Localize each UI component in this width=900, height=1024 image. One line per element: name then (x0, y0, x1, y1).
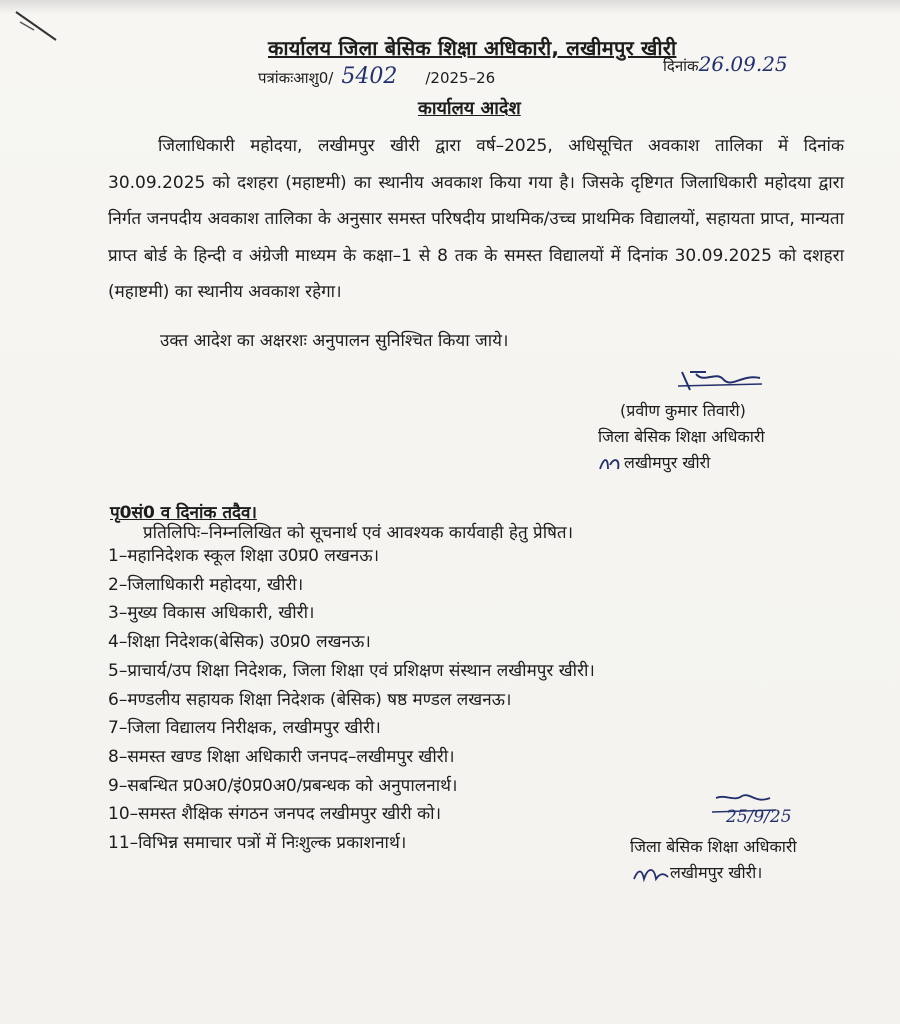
officer-location: लखीमपुर खीरी (624, 453, 711, 472)
scan-shadow (0, 0, 900, 14)
letter-prefix: पत्रांकःआशु0/ (258, 69, 334, 87)
list-item: 1–महानिदेशक स्कूल शिक्षा उ0प्र0 लखनऊ। (108, 546, 380, 566)
letter-number: 5402 (341, 64, 398, 89)
order-paragraph: जिलाधिकारी महोदया, लखीमपुर खीरी द्वारा वर्ष–2025, अधिसूचित अवकाश तालिका में दिनांक 30.09.2025 को दशहरा (महाष्टमी) का स्थानीय अवकाश किया गया है। जिसके दृष्टिगत जिलाधिकारी महोदया द्वारा निर्गत जनपदीय अवकाश तालिका के अनुसार समस्त परिषदीय प्राथमिक/उच्च प्राथमिक विद्यालयों, सहायता प्राप्त, मान्यता प्राप्त बोर्ड के हिन्दी व अंग्रेजी माध्यम के कक्षा–1 से 8 तक के समस्त विद्यालयों में दिनांक 30.09.2025 को दशहरा (महाष्टमी) का स्थानीय अवकाश रहेगा। (108, 136, 844, 302)
list-item: 2–जिलाधिकारी महोदया, खीरी। (108, 574, 304, 595)
signature-date-mark (712, 792, 842, 830)
signature-block-1 (598, 398, 765, 476)
list-item: 4–शिक्षा निदेशक(बेसिक) उ0प्र0 लखनऊ। (108, 632, 371, 653)
signature-block-2 (630, 834, 797, 886)
order-heading: कार्यालय आदेश (418, 98, 521, 119)
officer-location-2: लखीमपुर खीरी। (670, 863, 763, 882)
list-item: 7–जिला विद्यालय निरीक्षक, लखीमपुर खीरी। (108, 718, 381, 739)
officer-location-line-2 (630, 860, 797, 886)
list-item: 10–समस्त शैक्षिक संगठन जनपद लखीमपुर खीरी को। (108, 804, 442, 825)
date-value: 26.09.25 (698, 52, 788, 76)
signature-scribble (676, 364, 766, 394)
recipient-list (108, 542, 595, 858)
initials-scribble (598, 455, 624, 473)
signature-date: 25/9/25 (726, 807, 792, 826)
copy-intro: प्रतिलिपिः–निम्नलिखित को सूचनार्थ एवं आवश्यक कार्यवाही हेतु प्रेषित। (143, 523, 574, 543)
office-title: कार्यालय जिला बेसिक शिक्षा अधिकारी, लखीमपुर खीरी (268, 36, 677, 60)
list-item: 8–समस्त खण्ड शिक्षा अधिकारी जनपद–लखीमपुर खीरी। (108, 746, 455, 767)
date-label: दिनांक (663, 57, 699, 75)
initials-scribble-2 (630, 865, 670, 883)
compliance-line: उक्त आदेश का अक्षरशः अनुपालन सुनिश्चित किया जाये। (160, 331, 509, 351)
list-item: 11–विभिन्न समाचार पत्रों में निःशुल्क प्रकाशनार्थ। (108, 833, 407, 854)
corner-pen-mark (12, 8, 62, 46)
officer-name: (प्रवीण कुमार तिवारी) (620, 401, 746, 420)
list-item: 6–मण्डलीय सहायक शिक्षा निदेशक (बेसिक) षष्ठ मण्डल लखनऊ। (108, 689, 512, 710)
list-item: 5–प्राचार्य/उप शिक्षा निदेशक, जिला शिक्षा एवं प्रशिक्षण संस्थान लखीमपुर खीरी। (108, 660, 595, 681)
officer-location-line (598, 450, 765, 476)
letter-date (663, 52, 788, 76)
signature-scribble-2 (712, 792, 842, 826)
letter-reference (258, 64, 495, 89)
officer-designation-2: जिला बेसिक शिक्षा अधिकारी (630, 837, 797, 856)
copy-heading: पृ0सं0 व दिनांक तदैव। (110, 503, 257, 523)
letter-year: /2025–26 (425, 69, 496, 87)
list-item: 9–सबन्धित प्र0अ0/इं0प्र0अ0/प्रबन्धक को अनुपालनार्थ। (108, 775, 458, 796)
list-item: 3–मुख्य विकास अधिकारी, खीरी। (108, 603, 315, 624)
officer-designation: जिला बेसिक शिक्षा अधिकारी (598, 427, 765, 446)
